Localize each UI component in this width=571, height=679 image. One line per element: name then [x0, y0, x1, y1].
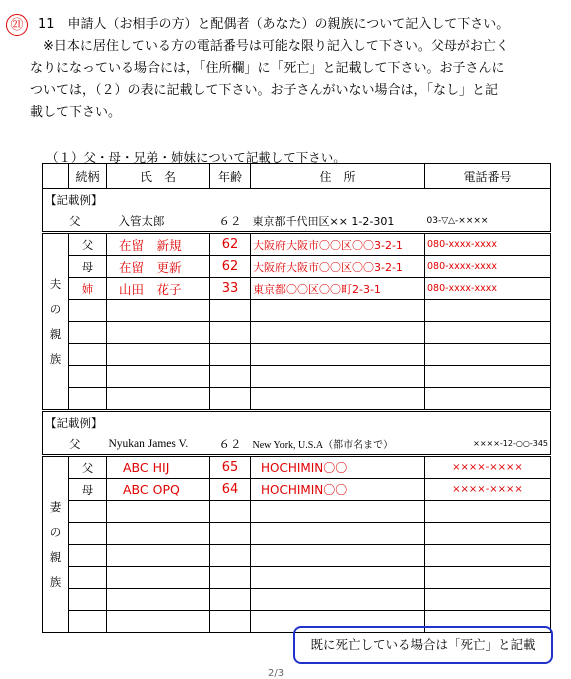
phone-cell[interactable]: [425, 501, 551, 523]
relation-cell[interactable]: [69, 366, 107, 388]
age-cell[interactable]: [210, 545, 251, 567]
phone-cell[interactable]: [425, 388, 551, 411]
phone-cell[interactable]: ××××-××××: [425, 456, 551, 479]
example-name-2: Nyukan James V.: [107, 433, 210, 456]
name-cell[interactable]: [107, 501, 210, 523]
example-phone-2: ××××-12-○○-345: [425, 433, 551, 456]
phone-cell[interactable]: [425, 545, 551, 567]
name-cell[interactable]: [107, 545, 210, 567]
phone-cell[interactable]: 080-xxxx-xxxx: [425, 233, 551, 256]
age-cell[interactable]: [210, 300, 251, 322]
phone-cell[interactable]: [425, 322, 551, 344]
husband-row-empty: [43, 300, 551, 322]
name-cell[interactable]: [107, 589, 210, 611]
name-cell[interactable]: [107, 366, 210, 388]
wife-row-empty: [43, 523, 551, 545]
header-name: 氏 名: [107, 164, 210, 189]
address-cell[interactable]: [251, 589, 425, 611]
example-row: [43, 210, 551, 233]
phone-cell[interactable]: [425, 300, 551, 322]
address-cell[interactable]: 東京都〇〇区〇〇町2-3-1: [251, 278, 425, 300]
name-cell[interactable]: [107, 523, 210, 545]
phone-cell[interactable]: [425, 567, 551, 589]
header-address: 住 所: [251, 164, 425, 189]
relation-cell[interactable]: [69, 523, 107, 545]
age-cell[interactable]: 62: [210, 233, 251, 256]
example-label-row-2: [43, 411, 551, 434]
instruction-line-4: ついては，（２）の表に記載して下さい。お子さんがいない場合は，「なし」と記: [30, 83, 499, 98]
name-cell[interactable]: ABC HIJ: [107, 456, 210, 479]
table-header-row: [43, 164, 551, 189]
name-cell[interactable]: 山田 花子: [107, 278, 210, 300]
phone-cell[interactable]: [425, 523, 551, 545]
address-cell[interactable]: [251, 567, 425, 589]
husband-row-empty: [43, 366, 551, 388]
address-cell[interactable]: [251, 344, 425, 366]
phone-cell[interactable]: [425, 344, 551, 366]
age-cell[interactable]: [210, 322, 251, 344]
age-cell[interactable]: [210, 589, 251, 611]
name-cell[interactable]: ABC OPQ: [107, 479, 210, 501]
example-address: 東京都千代田区×× 1-2-301: [251, 210, 425, 233]
example-phone: 03-▽△-××××: [425, 210, 551, 233]
address-cell[interactable]: 大阪府大阪市〇〇区〇〇3-2-1: [251, 256, 425, 278]
relation-cell[interactable]: 姉: [69, 278, 107, 300]
wife-row-empty: [43, 567, 551, 589]
husband-row-empty: [43, 344, 551, 366]
husband-row-empty: [43, 388, 551, 411]
address-cell[interactable]: [251, 300, 425, 322]
relation-cell[interactable]: [69, 344, 107, 366]
name-cell[interactable]: [107, 344, 210, 366]
phone-cell[interactable]: [425, 366, 551, 388]
example-age-2: ６２: [210, 433, 251, 456]
relation-cell[interactable]: [69, 545, 107, 567]
example-label: 【記載例】: [43, 189, 551, 211]
age-cell[interactable]: [210, 501, 251, 523]
relation-cell[interactable]: [69, 501, 107, 523]
name-cell[interactable]: 在留 更新: [107, 256, 210, 278]
age-cell[interactable]: [210, 366, 251, 388]
deceased-note-box: 既に死亡している場合は「死亡」と記載: [293, 626, 553, 664]
relation-cell[interactable]: [69, 611, 107, 633]
wife-row-empty: [43, 589, 551, 611]
relation-cell[interactable]: [69, 589, 107, 611]
phone-cell[interactable]: ××××-××××: [425, 479, 551, 501]
address-cell[interactable]: HOCHIMIN〇〇: [251, 456, 425, 479]
husband-row-1: [43, 233, 551, 256]
wife-row-empty: [43, 545, 551, 567]
relation-cell[interactable]: 母: [69, 256, 107, 278]
example-age: ６２: [210, 210, 251, 233]
phone-cell[interactable]: 080-xxxx-xxxx: [425, 278, 551, 300]
header-age: 年齢: [210, 164, 251, 189]
page-number: 2/3: [268, 668, 285, 679]
relation-cell[interactable]: [69, 300, 107, 322]
instruction-line-1: 11 申請人（お相手の方）と配偶者（あなた）の親族について記入して下さい。: [38, 17, 510, 32]
header-phone: 電話番号: [425, 164, 551, 189]
wife-row-2: [43, 479, 551, 501]
relation-cell[interactable]: 母: [69, 479, 107, 501]
example-address-2: New York, U.S.A（都市名まで）: [251, 433, 425, 456]
example-label-row: [43, 189, 551, 211]
wife-group-label: 妻の親族: [43, 456, 69, 633]
wife-row-1: [43, 456, 551, 479]
table-caption: （１）父・母・兄弟・姉妹について記載して下さい。: [46, 150, 346, 165]
address-cell[interactable]: 大阪府大阪市〇〇区〇〇3-2-1: [251, 233, 425, 256]
address-cell[interactable]: [251, 388, 425, 411]
husband-row-empty: [43, 322, 551, 344]
address-cell[interactable]: [251, 366, 425, 388]
name-cell[interactable]: [107, 567, 210, 589]
name-cell[interactable]: [107, 322, 210, 344]
address-cell[interactable]: [251, 523, 425, 545]
age-cell[interactable]: [210, 344, 251, 366]
section-number-badge: ㉑: [6, 14, 28, 36]
age-cell[interactable]: 64: [210, 479, 251, 501]
example-relation: 父: [43, 210, 107, 233]
name-cell[interactable]: [107, 611, 210, 633]
address-cell[interactable]: HOCHIMIN〇〇: [251, 479, 425, 501]
example-relation-2: 父: [43, 433, 107, 456]
relation-cell[interactable]: 父: [69, 456, 107, 479]
instruction-line-3: なりになっている場合には，「住所欄」に「死亡」と記載して下さい。お子さんに: [30, 61, 505, 76]
family-table: [42, 163, 551, 633]
address-cell[interactable]: [251, 545, 425, 567]
address-cell[interactable]: [251, 322, 425, 344]
name-cell[interactable]: [107, 300, 210, 322]
instruction-line-2: ※日本に居住している方の電話番号は可能な限り記入して下さい。父母がお亡く: [30, 39, 509, 54]
age-cell[interactable]: [210, 388, 251, 411]
age-cell[interactable]: [210, 523, 251, 545]
relation-cell[interactable]: [69, 388, 107, 411]
age-cell[interactable]: [210, 611, 251, 633]
address-cell[interactable]: [251, 501, 425, 523]
age-cell[interactable]: [210, 567, 251, 589]
age-cell[interactable]: 33: [210, 278, 251, 300]
relation-cell[interactable]: [69, 322, 107, 344]
wife-row-empty: [43, 501, 551, 523]
phone-cell[interactable]: 080-xxxx-xxxx: [425, 256, 551, 278]
name-cell[interactable]: [107, 388, 210, 411]
instruction-line-5: 載して下さい。: [30, 105, 122, 120]
age-cell[interactable]: 62: [210, 256, 251, 278]
relation-cell[interactable]: [69, 567, 107, 589]
header-blank-cell: [43, 164, 69, 189]
husband-row-2: [43, 256, 551, 278]
example-row-2: [43, 433, 551, 456]
husband-row-3: [43, 278, 551, 300]
phone-cell[interactable]: [425, 589, 551, 611]
relation-cell[interactable]: 父: [69, 233, 107, 256]
example-name: 入管太郎: [107, 210, 210, 233]
husband-group-label: 夫の親族: [43, 233, 69, 411]
age-cell[interactable]: 65: [210, 456, 251, 479]
name-cell[interactable]: 在留 新規: [107, 233, 210, 256]
header-relation: 続柄: [69, 164, 107, 189]
example-label-2: 【記載例】: [43, 411, 551, 434]
